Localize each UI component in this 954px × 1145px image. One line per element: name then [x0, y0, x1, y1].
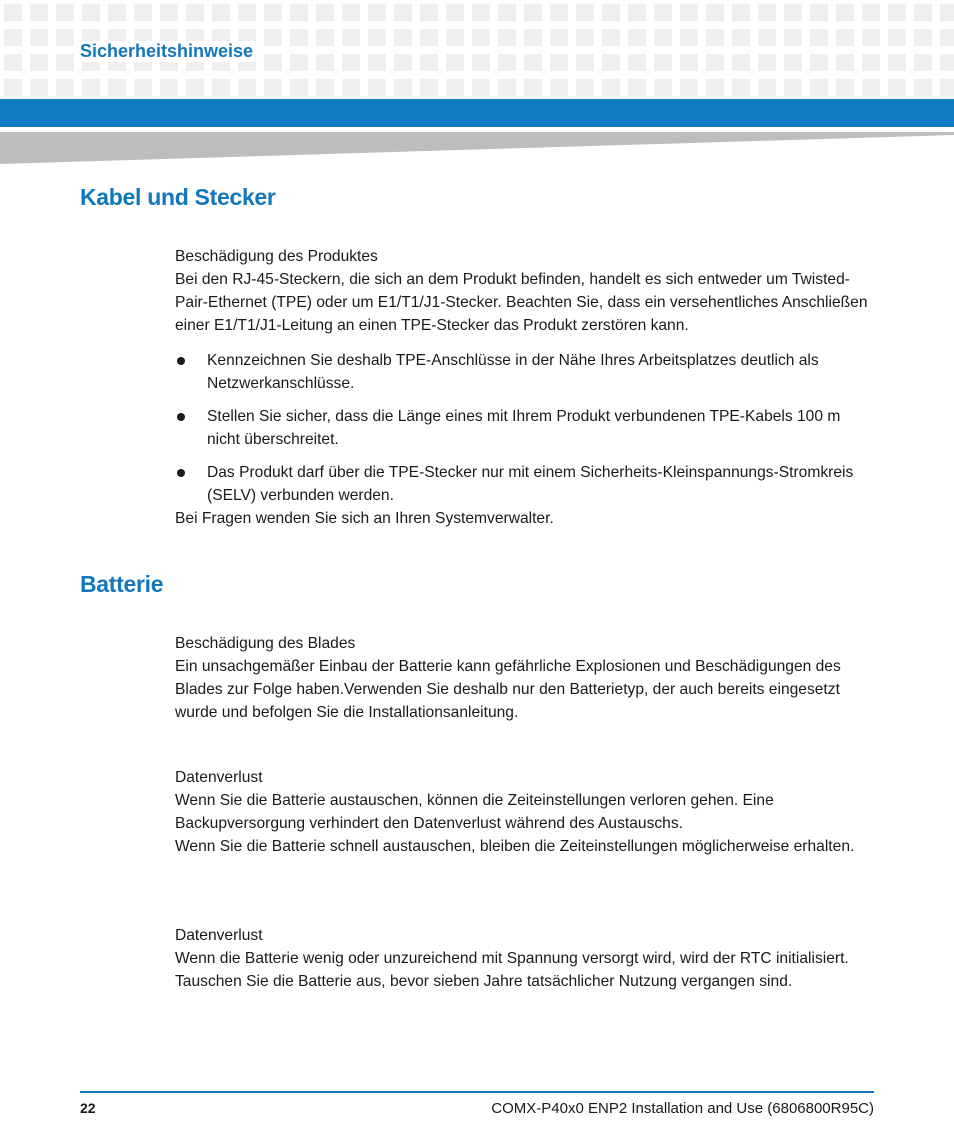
pattern-tile: [264, 79, 282, 96]
pattern-tile: [498, 29, 516, 46]
pattern-tile: [134, 79, 152, 96]
pattern-tile: [108, 79, 126, 96]
pattern-tile: [316, 79, 334, 96]
bullet-icon: [177, 413, 185, 421]
notice-text: Ein unsachgemäßer Einbau der Batterie kann gefährliche Explosionen und Beschädigungen des Blades zur Folge haben.Verwenden Sie deshalb nur den Batterietyp, der auch bereits eingesetzt wurde und befolgen Sie die Installationsanleitung.: [175, 658, 841, 721]
pattern-tile: [524, 29, 542, 46]
pattern-tile: [836, 79, 854, 96]
pattern-tile: [290, 29, 308, 46]
pattern-tile: [602, 54, 620, 71]
pattern-tile: [784, 79, 802, 96]
notice-title: Beschädigung des Blades: [175, 635, 356, 652]
pattern-tile: [238, 79, 256, 96]
battery-notice-data-loss-2: [175, 924, 875, 993]
pattern-tile: [758, 29, 776, 46]
pattern-tile: [264, 54, 282, 71]
pattern-tile: [56, 4, 74, 21]
pattern-tile: [576, 29, 594, 46]
pattern-tile: [342, 29, 360, 46]
pattern-tile: [56, 54, 74, 71]
pattern-tile: [706, 4, 724, 21]
pattern-tile: [576, 4, 594, 21]
pattern-tile: [654, 54, 672, 71]
list-item: Das Produkt darf über die TPE-Stecker nur mit einem Sicherheits-Kleinspannungs-Stromkreis (SELV) verbunden werden.: [175, 461, 875, 507]
pattern-tile: [290, 54, 308, 71]
pattern-tile: [628, 29, 646, 46]
pattern-tile: [56, 29, 74, 46]
pattern-tile: [316, 29, 334, 46]
pattern-tile: [862, 79, 880, 96]
pattern-tile: [498, 54, 516, 71]
pattern-tile: [4, 79, 22, 96]
pattern-tile: [888, 29, 906, 46]
pattern-tile: [368, 4, 386, 21]
pattern-tile: [888, 4, 906, 21]
pattern-tile: [810, 54, 828, 71]
bullet-list: [175, 349, 875, 507]
pattern-tile: [472, 79, 490, 96]
pattern-tile: [30, 29, 48, 46]
page-number: 22: [80, 1100, 96, 1116]
notice-text: Tauschen Sie die Batterie aus, bevor sieben Jahre tatsächlicher Nutzung vergangen sind.: [175, 973, 793, 990]
pattern-tile: [4, 54, 22, 71]
pattern-tile: [420, 29, 438, 46]
pattern-tile: [30, 54, 48, 71]
pattern-tile: [446, 79, 464, 96]
pattern-tile: [394, 29, 412, 46]
running-header-title: Sicherheitshinweise: [80, 41, 254, 61]
section-heading-battery: Batterie: [80, 571, 164, 597]
pattern-tile: [888, 54, 906, 71]
pattern-tile: [394, 4, 412, 21]
pattern-tile: [4, 4, 22, 21]
pattern-tile: [680, 29, 698, 46]
pattern-tile: [706, 29, 724, 46]
pattern-tile: [160, 79, 178, 96]
notice-text: Wenn die Batterie wenig oder unzureichend mit Spannung versorgt wird, wird der RTC initialisiert.: [175, 950, 849, 967]
pattern-tile: [342, 79, 360, 96]
pattern-tile: [550, 4, 568, 21]
pattern-tile: [810, 29, 828, 46]
pattern-tile: [186, 79, 204, 96]
pattern-tile: [836, 29, 854, 46]
pattern-tile: [914, 29, 932, 46]
pattern-tile: [394, 54, 412, 71]
pattern-tile: [212, 4, 230, 21]
header-grey-wedge: [0, 132, 954, 164]
pattern-tile: [550, 79, 568, 96]
pattern-tile: [628, 79, 646, 96]
pattern-tile: [420, 54, 438, 71]
battery-notice-data-loss-1: [175, 766, 875, 858]
pattern-tile: [446, 54, 464, 71]
pattern-tile: [732, 79, 750, 96]
pattern-tile: [914, 4, 932, 21]
pattern-tile: [628, 4, 646, 21]
section-heading-cables: Kabel und Stecker: [80, 184, 276, 210]
pattern-tile: [160, 4, 178, 21]
pattern-tile: [550, 54, 568, 71]
list-item: Stellen Sie sicher, dass die Länge eines mit Ihrem Produkt verbundenen TPE-Kabels 100 m nicht überschreitet.: [175, 405, 875, 451]
pattern-tile: [446, 29, 464, 46]
pattern-tile: [82, 4, 100, 21]
pattern-tile: [706, 79, 724, 96]
closing-text: Bei Fragen wenden Sie sich an Ihren Systemverwalter.: [175, 510, 554, 527]
pattern-tile: [758, 79, 776, 96]
pattern-tile: [524, 79, 542, 96]
notice-text: Bei den RJ-45-Steckern, die sich an dem Produkt befinden, handelt es sich entweder um Twisted-Pair-Ethernet (TPE) oder um E1/T1/J1-Stecker. Beachten Sie, dass ein versehentliches Anschließen einer E1/T1/J1-Leitung an einen TPE-Stecker das Produkt zerstören kann.: [175, 271, 868, 334]
list-item: Kennzeichnen Sie deshalb TPE-Anschlüsse in der Nähe Ihres Arbeitsplatzes deutlich als Netzwerkanschlüsse.: [175, 349, 875, 395]
pattern-tile: [238, 4, 256, 21]
pattern-tile: [472, 29, 490, 46]
pattern-tile: [420, 79, 438, 96]
pattern-tile: [654, 4, 672, 21]
pattern-tile: [940, 54, 954, 71]
pattern-tile: [810, 79, 828, 96]
cables-notice: [175, 245, 875, 530]
pattern-tile: [810, 4, 828, 21]
notice-title: Datenverlust: [175, 769, 263, 786]
pattern-tile: [264, 4, 282, 21]
pattern-tile: [914, 54, 932, 71]
pattern-tile: [290, 4, 308, 21]
pattern-tile: [498, 4, 516, 21]
pattern-tile: [836, 4, 854, 21]
pattern-tile: [888, 79, 906, 96]
pattern-tile: [186, 4, 204, 21]
bullet-icon: [177, 357, 185, 365]
pattern-tile: [524, 54, 542, 71]
footer-rule: [80, 1091, 874, 1093]
pattern-tile: [368, 29, 386, 46]
pattern-tile: [264, 29, 282, 46]
pattern-tile: [4, 29, 22, 46]
pattern-tile: [862, 54, 880, 71]
pattern-tile: [212, 79, 230, 96]
pattern-tile: [30, 4, 48, 21]
notice-title: Beschädigung des Produktes: [175, 248, 378, 265]
pattern-tile: [290, 79, 308, 96]
notice-title: Datenverlust: [175, 927, 263, 944]
pattern-tile: [368, 54, 386, 71]
pattern-tile: [472, 54, 490, 71]
pattern-tile: [784, 29, 802, 46]
pattern-tile: [628, 54, 646, 71]
pattern-tile: [602, 4, 620, 21]
pattern-tile: [680, 54, 698, 71]
pattern-tile: [680, 79, 698, 96]
pattern-tile: [602, 29, 620, 46]
pattern-tile: [56, 79, 74, 96]
pattern-tile: [940, 29, 954, 46]
pattern-tile: [394, 79, 412, 96]
pattern-tile: [758, 54, 776, 71]
notice-text: Wenn Sie die Batterie schnell austauschen, bleiben die Zeiteinstellungen möglicherweise erhalten.: [175, 838, 855, 855]
pattern-tile: [576, 54, 594, 71]
pattern-tile: [316, 4, 334, 21]
pattern-tile: [940, 4, 954, 21]
pattern-tile: [784, 4, 802, 21]
pattern-tile: [862, 29, 880, 46]
pattern-tile: [342, 54, 360, 71]
battery-notice-blade: [175, 632, 875, 724]
pattern-tile: [576, 79, 594, 96]
notice-text: Wenn Sie die Batterie austauschen, können die Zeiteinstellungen verloren gehen. Eine Backupversorgung verhindert den Datenverlust während des Austauschs.: [175, 792, 774, 832]
pattern-tile: [82, 79, 100, 96]
pattern-tile: [108, 4, 126, 21]
pattern-tile: [472, 4, 490, 21]
pattern-tile: [420, 4, 438, 21]
pattern-tile: [862, 4, 880, 21]
pattern-tile: [732, 54, 750, 71]
pattern-tile: [784, 54, 802, 71]
pattern-tile: [30, 79, 48, 96]
header-blue-bar: [0, 99, 954, 127]
pattern-tile: [316, 54, 334, 71]
pattern-tile: [836, 54, 854, 71]
pattern-tile: [758, 4, 776, 21]
pattern-tile: [602, 79, 620, 96]
pattern-tile: [498, 79, 516, 96]
pattern-tile: [342, 4, 360, 21]
document-title: COMX-P40x0 ENP2 Installation and Use (6806800R95C): [491, 1100, 874, 1117]
bullet-icon: [177, 469, 185, 477]
pattern-tile: [680, 4, 698, 21]
pattern-tile: [446, 4, 464, 21]
pattern-tile: [550, 29, 568, 46]
pattern-tile: [654, 29, 672, 46]
pattern-tile: [940, 79, 954, 96]
pattern-tile: [914, 79, 932, 96]
pattern-tile: [706, 54, 724, 71]
pattern-tile: [732, 4, 750, 21]
pattern-tile: [654, 79, 672, 96]
pattern-tile: [134, 4, 152, 21]
pattern-tile: [524, 4, 542, 21]
pattern-tile: [732, 29, 750, 46]
pattern-tile: [368, 79, 386, 96]
